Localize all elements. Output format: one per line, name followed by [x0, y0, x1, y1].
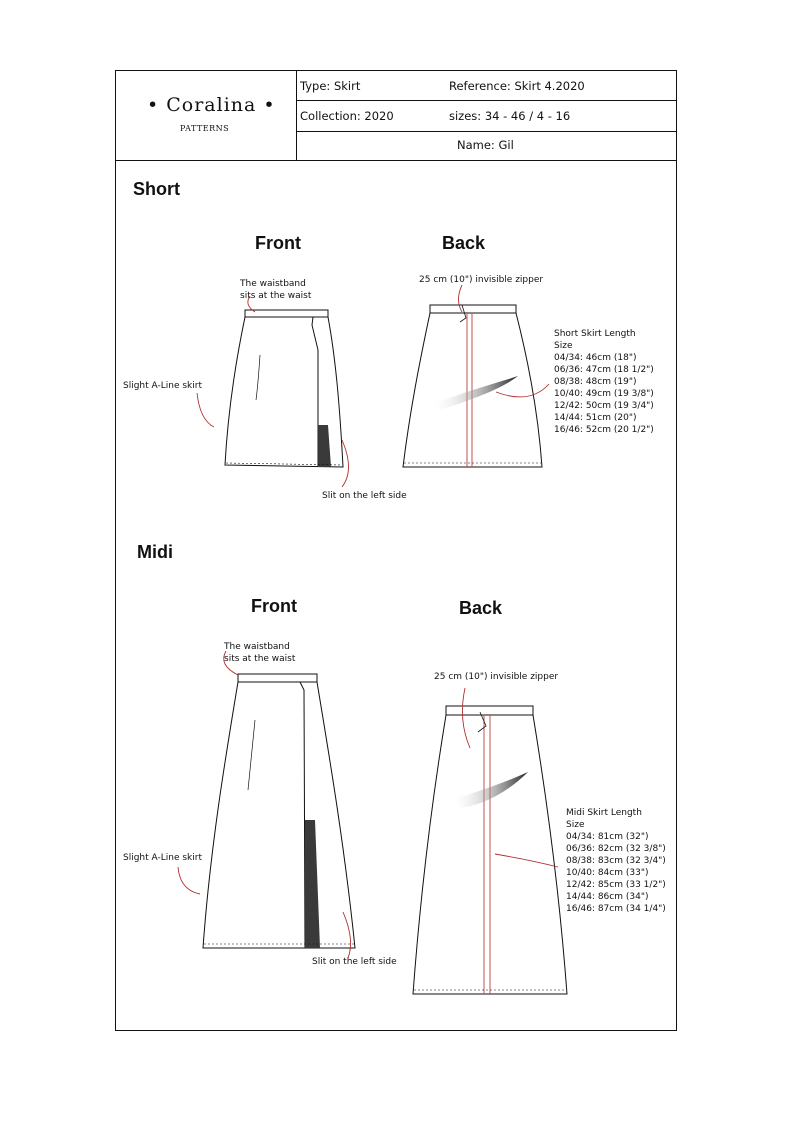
short-length-row: 10/40: 49cm (19 3/8") — [554, 389, 654, 399]
short-section-title: Short — [133, 179, 180, 199]
short-length-row: 04/34: 46cm (18") — [554, 353, 637, 363]
short-zipper-note: 25 cm (10") invisible zipper — [419, 275, 544, 285]
short-length-title: Short Skirt Length — [554, 329, 636, 339]
sizes-field: sizes: 34 - 46 / 4 - 16 — [449, 109, 571, 123]
short-front-skirt — [225, 310, 343, 467]
collection-field: Collection: 2020 — [300, 109, 394, 123]
midi-length-title: Midi Skirt Length — [566, 808, 642, 818]
midi-length-row: 10/40: 84cm (33") — [566, 868, 649, 878]
short-back-skirt — [403, 305, 542, 467]
midi-length-row: 08/38: 83cm (32 3/4") — [566, 856, 666, 866]
short-length-row: 06/36: 47cm (18 1/2") — [554, 365, 654, 375]
short-length-row: 16/46: 52cm (20 1/2") — [554, 425, 654, 435]
type-field: Type: Skirt — [300, 79, 361, 93]
midi-length-row: 16/46: 87cm (34 1/4") — [566, 904, 666, 914]
short-waistband-note-line2: sits at the waist — [240, 291, 312, 301]
midi-back-skirt — [413, 706, 567, 994]
midi-zipper-note: 25 cm (10") invisible zipper — [434, 672, 559, 682]
midi-size-label: Size — [566, 820, 585, 830]
short-front-label: Front — [255, 233, 301, 253]
brand-logo: • Coralina • — [147, 94, 276, 116]
midi-length-row: 12/42: 85cm (33 1/2") — [566, 880, 666, 890]
midi-slit-note: Slit on the left side — [312, 957, 397, 967]
short-slit-note: Slit on the left side — [322, 491, 407, 501]
midi-waistband-note-line1: The waistband — [224, 642, 290, 652]
reference-field: Reference: Skirt 4.2020 — [449, 79, 585, 93]
midi-length-row: 06/36: 82cm (32 3/8") — [566, 844, 666, 854]
midi-waistband-note-line2: sits at the waist — [224, 654, 296, 664]
name-field: Name: Gil — [457, 138, 514, 152]
midi-aline-note: Slight A-Line skirt — [123, 853, 202, 863]
midi-length-row: 04/34: 81cm (32") — [566, 832, 649, 842]
short-length-row: 14/44: 51cm (20") — [554, 413, 637, 423]
short-size-label: Size — [554, 341, 573, 351]
short-aline-note: Slight A-Line skirt — [123, 381, 202, 391]
midi-section-title: Midi — [137, 542, 173, 562]
short-length-row: 08/38: 48cm (19") — [554, 377, 637, 387]
midi-length-row: 14/44: 86cm (34") — [566, 892, 649, 902]
midi-front-label: Front — [251, 596, 297, 616]
short-length-row: 12/42: 50cm (19 3/4") — [554, 401, 654, 411]
short-waistband-note-line1: The waistband — [240, 279, 306, 289]
midi-back-label: Back — [459, 598, 503, 618]
short-back-label: Back — [442, 233, 486, 253]
brand-subtitle: PATTERNS — [180, 124, 230, 133]
midi-front-skirt — [203, 674, 355, 948]
